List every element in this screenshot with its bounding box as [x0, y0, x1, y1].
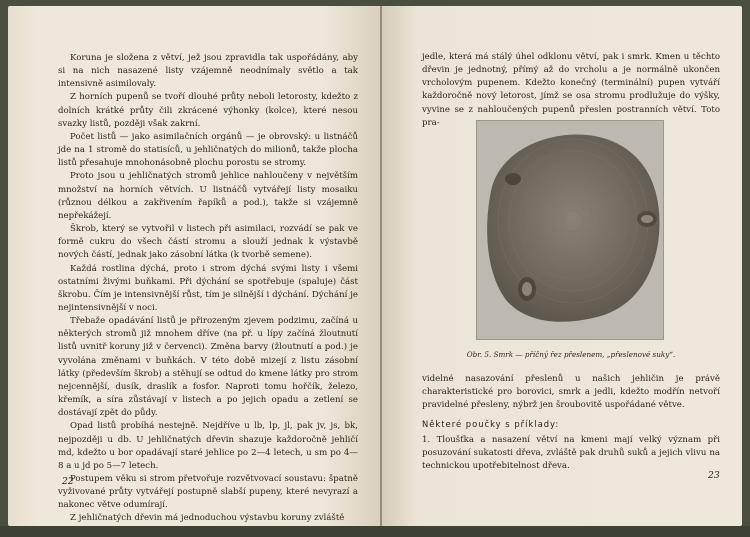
- list-item: 1. Tloušťka a nasazení větví na kmeni mají velký význam při posuzování sukatosti dřeva, zvláště pak druhů suků a jejich vlivu na technickou upotřebitelnost dřeva.: [422, 435, 720, 472]
- paragraph: Třebaže opadávání listů je přirozeným zjevem podzimu, začíná u některých stromů již mnohem dříve (na př. u lípy začíná žloutnutí listů uvnitř koruny již v červenci). Změna barvy (žloutnutí a pod.) je vyvolána změnami v buňkách. V této době mizejí z listu zásobní látky (především škrob) a stěhují se odtud do kmene látky pro strom nejcennější, dusík, draslík a fosfor. Naproti tomu hořčík, železo, křemík, a síra zůstávají v listech a po jejich opadu a zetlení se dostávají zpět do půdy.: [58, 316, 358, 419]
- section-heading: Některé poučky s příklady:: [422, 419, 560, 429]
- page-number-left: 22: [62, 476, 74, 487]
- paragraph: Opad listů probíhá nestejně. Nejdříve u lb, lp, jl, pak jv, js, bk, nejpozději u db. U jehličnatých dřevin shazuje každoročně jehličí md, kdežto u bor opadávají staré jehlice po 2—4 letech, u sm po 4—8 a u jd po 5—7 letech.: [58, 421, 358, 471]
- right-page-top-text: [422, 51, 720, 130]
- book-cover-edge: [0, 526, 750, 537]
- tree-ring-illustration: [477, 121, 663, 339]
- rule-list: [422, 434, 720, 473]
- wood-cross-section-photo: [476, 120, 664, 340]
- paragraph: Postupem věku si strom přetvořuje rozvětvovací soustavu: špatně vyživované průty vytvářejí postupně slabší pupeny, které nevyrazí a nakonec větve odumírají.: [58, 474, 358, 511]
- paragraph: Každá rostlina dýchá, proto i strom dýchá svými listy i všemi ostatními živými buňkami. Při dýchání se spotřebuje (spaluje) část škrobu. Čím je intensivnější růst, tím je silnější i dýchání. Dýchání je nejintensivnější v noci.: [58, 263, 358, 313]
- left-page-text: [58, 52, 358, 526]
- paragraph: Proto jsou u jehličnatých stromů jehlice nahloučeny v největším množství na horních větvích. U listnáčů vytvářejí listy mosaiku (různou délkou a zakřivením řapíků a pod.), takže si vzájemně nepřekážejí.: [58, 171, 358, 221]
- paragraph: Koruna je složena z větví, jež jsou zpravidla tak uspořádány, aby si na nich nasazené listy vzájemně neodnímaly světlo a tak intensivně asimilovaly.: [58, 53, 358, 90]
- page-number-right: 23: [708, 470, 720, 481]
- paragraph: videlné nasazování přeslenů u našich jehličin je právě charakteristické pro borovici, smrk a jedli, kdežto modřín netvoří pravidelné přesleny, nýbrž jen šroubovitě uspořádané větve.: [422, 374, 720, 411]
- paragraph: Z horních pupenů se tvoří dlouhé průty neboli letorosty, kdežto z dolních krátké průty čili zkrácené výhonky (kolce), které nesou svazky listů, později však zakrní.: [58, 92, 358, 129]
- left-page: [8, 6, 380, 526]
- paragraph: Škrob, který se vytvořil v listech při asimilaci, rozvádí se pak ve formě cukru do všech částí stromu a slouží jednak k výstavbě nových částí, jednak jako zásobní látka (k tvorbě semene).: [58, 224, 358, 261]
- paragraph: Z jehličnatých dřevin má jednoduchou výstavbu koruny zvláště: [70, 513, 345, 524]
- paragraph: jedle, která má stálý úhel odklonu větví, pak i smrk. Kmen u těchto dřevin je jednotný, přímý až do vrcholu a je normálně ukončen vrcholovým pupenem. Kdežto konečný (terminální) pupen vytváří každoročně nový letorost, jímž se osa stromu prodlužuje do výšky, vyvine se z nahloučených pupenů přeslen postranních větví. Toto pra-: [422, 52, 720, 128]
- paragraph: Počet listů — jako asimilačních orgánů — je obrovský: u listnáčů jde na 1 stromě do statisíců, u jehličnatých do milionů, takže plocha listů přesahuje mnohonásobně plochu porostu se stromy.: [58, 131, 358, 169]
- right-page: [382, 6, 742, 526]
- right-page-bottom-text: [422, 373, 720, 412]
- figure-caption: Obr. 5. Smrk — příčný řez přeslenem, „přeslenové suky“.: [466, 350, 676, 359]
